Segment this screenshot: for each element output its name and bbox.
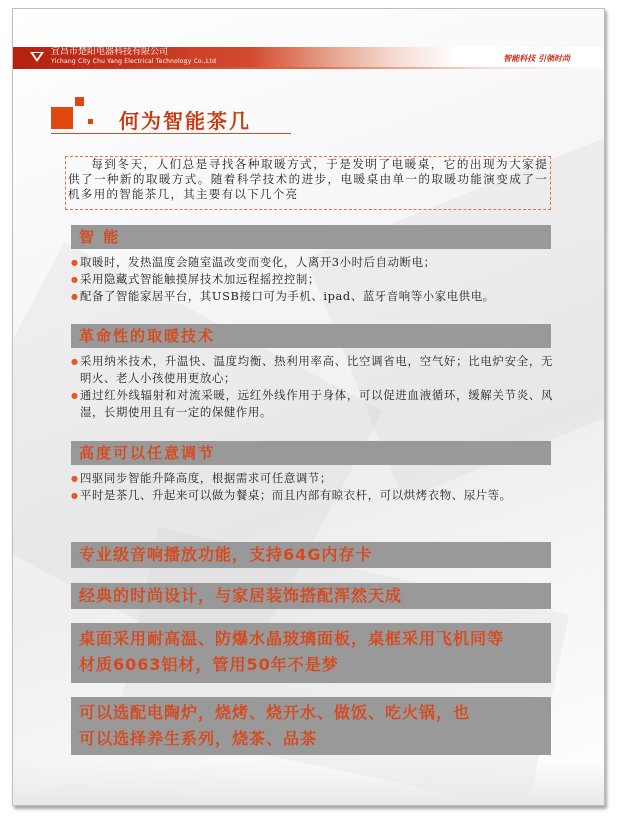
brochure-page xyxy=(12,8,605,806)
company-name-cn: 宜昌市楚阳电器科技有限公司 xyxy=(51,47,169,57)
page-title: 何为智能茶几 xyxy=(119,109,251,133)
section-list xyxy=(71,353,553,421)
company-logo-icon xyxy=(29,51,45,63)
feature-bar: 专业级音响播放功能，支持64G内存卡 xyxy=(71,542,551,568)
list-item: ● 平时是茶几、升起来可以做为餐桌；而且内部有晾衣杆，可以烘烤衣物、尿片等。 xyxy=(71,487,553,504)
list-item: ● 四驱同步智能升降高度，根据需求可任意调节； xyxy=(71,470,553,487)
section-heading: 智 能 xyxy=(71,225,551,249)
section-heading: 革命性的取暖技术 xyxy=(71,324,551,348)
feature-bar: 可以选配电陶炉，烧烤、烧开水、做饭、吃火锅，也可以选择养生系列，烧茶、品茶 xyxy=(71,697,551,755)
header-slogan: 智能科技 引领时尚 xyxy=(503,53,570,63)
list-item: ● 采用隐藏式智能触摸屏技术加远程摇控控制； xyxy=(71,271,553,288)
title-underline xyxy=(51,133,291,134)
title-decor-square xyxy=(51,107,73,129)
section-list xyxy=(71,470,553,504)
title-decor-dot xyxy=(88,119,93,124)
list-item: ● 采用纳米技术，升温快、温度均衡、热利用率高、比空调省电，空气好；比电炉安全，无明火、老人小孩使用更放心； xyxy=(71,353,553,387)
feature-bar: 经典的时尚设计，与家居装饰搭配浑然天成 xyxy=(71,583,551,609)
title-decor-square xyxy=(75,97,84,106)
list-item: ● 配备了智能家居平台，其USB接口可为手机、ipad、蓝牙音响等小家电供电。 xyxy=(71,288,553,305)
company-name-en: Yichang City Chu Yang Electrical Technology Co.,Ltd xyxy=(51,58,217,65)
intro-text: 每到冬天，人们总是寻找各种取暖方式，于是发明了电暖桌，它的出现为大家提供了一种新的取暖方式。随着科学技术的进步，电暖桌由单一的取暖功能演变成了一机多用的智能茶几，其主要有以下几个亮 xyxy=(68,157,548,201)
list-item: ● 取暖时，发热温度会随室温改变而变化，人离开3小时后自动断电； xyxy=(71,254,553,271)
list-item: ● 通过红外线辐射和对流采暖，远红外线作用于身体，可以促进血液循环，缓解关节炎、风湿，长期使用且有一定的保健作用。 xyxy=(71,387,553,421)
section-heading: 高度可以任意调节 xyxy=(71,441,551,465)
company-name xyxy=(51,47,216,65)
intro-box xyxy=(65,156,551,210)
feature-bar: 桌面采用耐高温、防爆水晶玻璃面板，桌框采用飞机同等材质6063铝材，管用50年不是梦 xyxy=(71,623,551,683)
section-list xyxy=(71,254,553,305)
footer-band xyxy=(13,761,604,805)
